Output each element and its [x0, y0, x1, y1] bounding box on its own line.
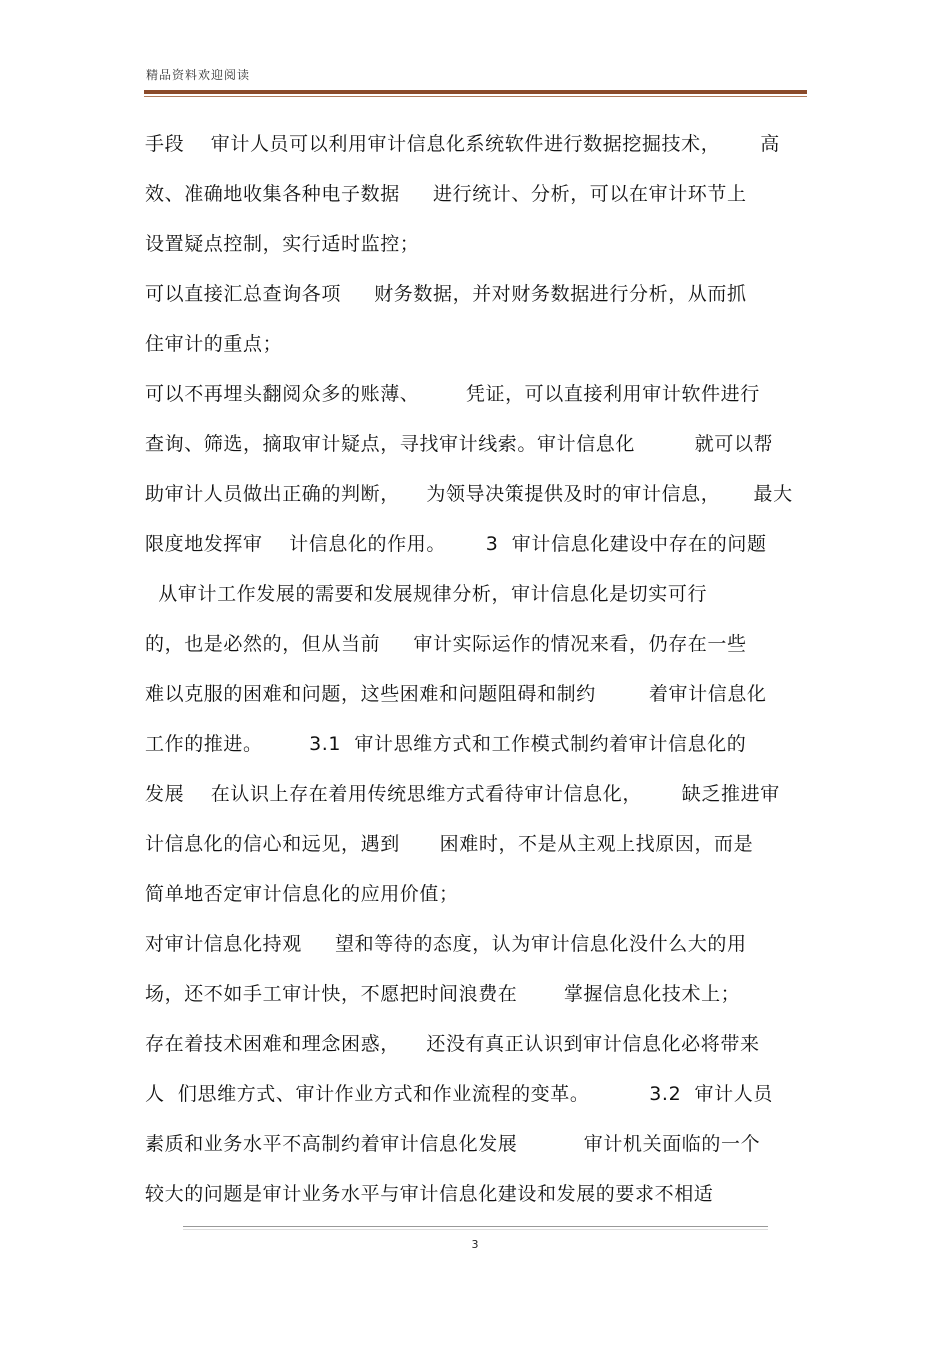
page-header-title: 精品资料欢迎阅读: [146, 68, 251, 82]
body-line: 可以直接汇总查询各项 财务数据，并对财务数据进行分析，从而抓: [145, 283, 747, 305]
body-line: 助审计人员做出正确的判断， 为领导决策提供及时的审计信息， 最大: [145, 483, 793, 505]
body-line: 设置疑点控制，实行适时监控；: [145, 233, 420, 255]
body-line: 的，也是必然的，但从当前 审计实际运作的情况来看，仍存在一些: [145, 633, 747, 655]
body-line: 对审计信息化持观 望和等待的态度，认为审计信息化没什么大的用: [145, 933, 747, 955]
body-line: 效、准确地收集各种电子数据 进行统计、分析，可以在审计环节上: [145, 183, 747, 205]
body-line: 存在着技术困难和理念困惑， 还没有真正认识到审计信息化必将带来: [145, 1033, 760, 1055]
body-line: 可以不再埋头翻阅众多的账薄、 凭证，可以直接利用审计软件进行: [145, 383, 760, 405]
body-line: 较大的问题是审计业务水平与审计信息化建设和发展的要求不相适: [145, 1183, 714, 1205]
footer-divider-shadow: [183, 1229, 768, 1230]
body-line: 计信息化的信心和远见，遇到 困难时，不是从主观上找原因，而是: [145, 833, 754, 855]
body-line: 难以克服的困难和问题，这些困难和问题阻碍和制约 着审计信息化: [145, 683, 767, 705]
body-line: 场，还不如手工审计快，不愿把时间浪费在 掌握信息化技术上；: [145, 983, 741, 1005]
body-line: 人 们思维方式、审计作业方式和作业流程的变革。 3.2 审计人员: [145, 1083, 773, 1105]
body-line: 从审计工作发展的需要和发展规律分析，审计信息化是切实可行: [145, 583, 708, 605]
body-line: 查询、筛选，摘取审计疑点，寻找审计线索。审计信息化 就可以帮: [145, 433, 774, 455]
body-line: 发展 在认识上存在着用传统思维方式看待审计信息化， 缺乏推进审: [145, 783, 780, 805]
header-divider-thick: [144, 90, 807, 94]
document-body: [145, 119, 810, 1219]
body-line: 住审计的重点；: [145, 333, 283, 355]
body-line: 简单地否定审计信息化的应用价值；: [145, 883, 459, 905]
body-line: 素质和业务水平不高制约着审计信息化发展 审计机关面临的一个: [145, 1133, 761, 1155]
body-line: 限度地发挥审 计信息化的作用。 3 审计信息化建设中存在的问题: [145, 533, 767, 555]
body-line: 工作的推进。 3.1 审计思维方式和工作模式制约着审计信息化的: [145, 733, 747, 755]
page-number: 3: [471, 1238, 479, 1251]
header-divider-thin: [144, 96, 807, 97]
body-line: 手段 审计人员可以利用审计信息化系统软件进行数据挖掘技术， 高: [145, 133, 780, 155]
footer-divider: [183, 1226, 768, 1227]
